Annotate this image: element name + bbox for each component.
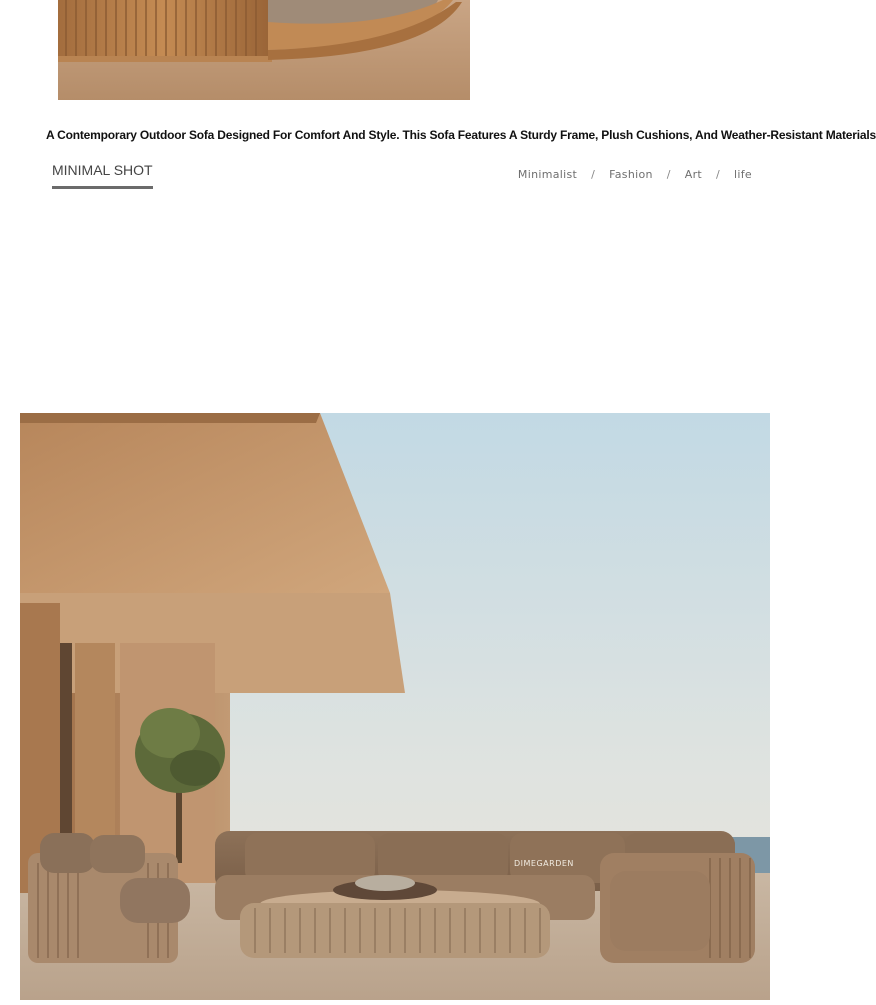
brand-watermark: DIMEGARDEN: [514, 859, 574, 868]
tag-separator: /: [591, 168, 596, 181]
tag-fashion[interactable]: Fashion: [609, 168, 653, 181]
tag-art[interactable]: Art: [684, 168, 703, 181]
sofa-detail-image: [58, 0, 470, 100]
tag-separator: /: [666, 168, 671, 181]
caption-container: [46, 126, 876, 146]
hero-sofa-image: [20, 413, 770, 1000]
tag-separator: /: [716, 168, 721, 181]
tag-minimalist[interactable]: Minimalist: [517, 168, 578, 181]
section-heading: MINIMAL SHOT: [52, 160, 153, 189]
tag-list: [518, 168, 752, 181]
tag-life[interactable]: life: [734, 168, 752, 181]
post-caption: A Contemporary Outdoor Sofa Designed For Comfort And Style. This Sofa Features A Sturdy Frame, Plush Cushions, And Weather-Resistant Materials: [46, 128, 876, 142]
